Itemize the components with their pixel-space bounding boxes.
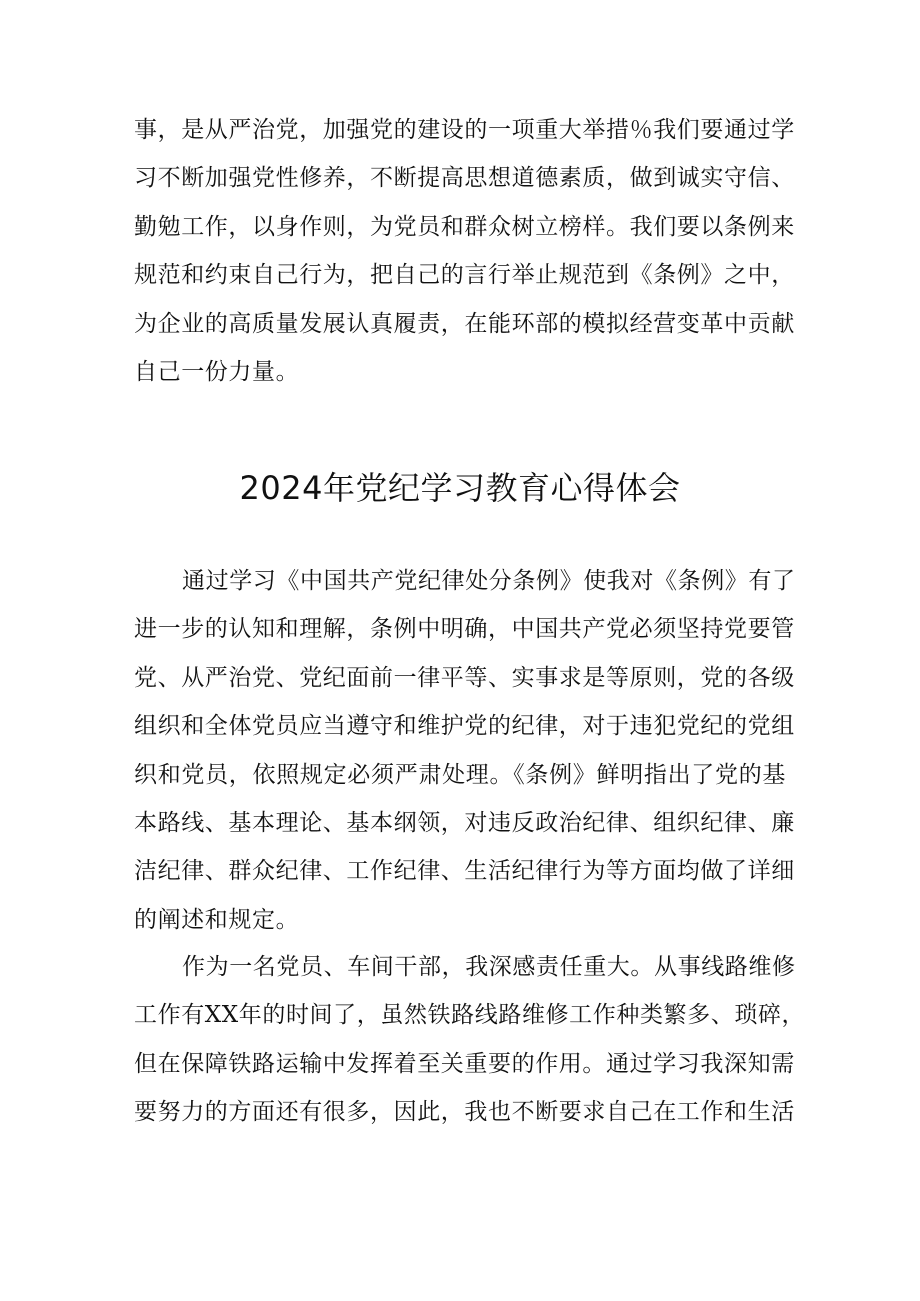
paragraph-line: 洁纪律、群众纪律、工作纪律、生活纪律行为等方面均做了详细 bbox=[134, 858, 795, 885]
paragraph-line: 工作有XX年的时间了，虽然铁路线路维修工作种类繁多、琐碎， bbox=[134, 1002, 806, 1029]
paragraph-line: 组织和全体党员应当遵守和维护党的纪律，对于违犯党纪的党组 bbox=[134, 713, 795, 740]
paragraph-line: 织和党员，依照规定必须严肃处理。《条例》鲜明指出了党的基 bbox=[134, 761, 786, 788]
paragraph-line: 通过学习《中国共产党纪律处分条例》使我对《条例》有了 bbox=[182, 568, 796, 594]
paragraph-line: 要努力的方面还有很多，因此，我也不断要求自己在工作和生活 bbox=[134, 1099, 795, 1126]
paragraph-line: 作为一名党员、车间干部，我深感责任重大。从事线路维修 bbox=[182, 954, 796, 980]
paragraph-line: 本路线、基本理论、基本纲领，对违反政治纪律、组织纪律、廉 bbox=[134, 810, 795, 837]
continued-paragraph bbox=[134, 106, 795, 396]
body-paragraph-2 bbox=[134, 943, 806, 1137]
body-paragraph-1 bbox=[134, 557, 796, 944]
paragraph-line: 但在保障铁路运输中发挥着至关重要的作用。通过学习我深知需 bbox=[134, 1050, 795, 1077]
paragraph-line: 的阐述和规定。 bbox=[134, 906, 300, 933]
paragraph-line: 勤勉工作，以身作则，为党员和群众树立榜样。我们要以条例来 bbox=[134, 213, 795, 240]
paragraph-line: 习不断加强党性修养，不断提高思想道德素质，做到诚实守信、 bbox=[134, 165, 795, 192]
paragraph-line: 党、从严治党、党纪面前一律平等、实事求是等原则，党的各级 bbox=[134, 664, 795, 691]
paragraph-line: 规范和约束自己行为，把自己的言行举止规范到《条例》之中， bbox=[134, 262, 795, 289]
paragraph-line: 事，是从严治党，加强党的建设的一项重大举措％我们要通过学 bbox=[134, 117, 795, 143]
paragraph-line: 为企业的高质量发展认真履责，在能环部的模拟经营变革中贡献 bbox=[134, 310, 795, 337]
document-title: 2024年党纪学习教育心得体会 bbox=[239, 469, 681, 507]
paragraph-line: 进一步的认知和理解，条例中明确，中国共产党必须坚持党要管 bbox=[134, 616, 795, 643]
paragraph-line: 自己一份力量。 bbox=[134, 359, 300, 386]
